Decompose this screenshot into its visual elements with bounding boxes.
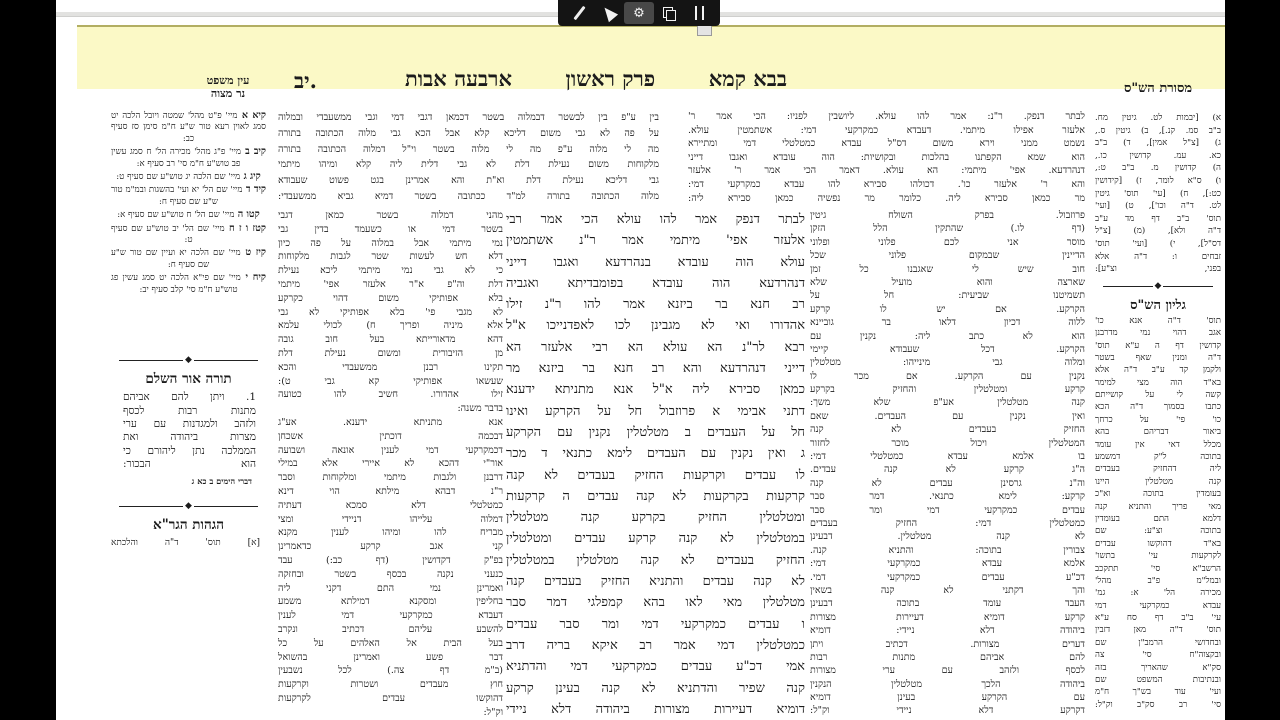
tosafot-line: דהא מדאורייתא בעל חוב גובה — [278, 334, 503, 346]
tosafot-line: מבריח להו ומיהו לענין מקנא — [278, 527, 503, 539]
gemara-line: רב חנא בר ביזנא אמר להו ר"נ זילו — [506, 297, 805, 313]
torah-or-source: דברי הימים ב כא ג — [191, 475, 252, 486]
masoret-line: כט:], ח) [עי' תוס' גיטין — [1095, 188, 1221, 199]
ein-mishpat-entry: קטו ה מיי' שם הל' ח טוש"ע שם סעיף א: — [117, 209, 260, 221]
gear-icon[interactable]: ⚙ — [624, 2, 654, 24]
gemara-line: אמי דכ"ע עבדים כמקרקעי דמי והדתניא — [506, 659, 805, 675]
rashi-line: מר כמאן סבירא ליה. כלומר מר נפשיה כמאן סבירא ליה: — [688, 192, 1085, 204]
gilyon-line: סק"א שהאריך בזה — [1095, 662, 1221, 673]
ein-mishpat-header-line1: עין משפט — [206, 74, 250, 87]
ein-mishpat-entry: קטז ו ז ח מיי' שם הל' יב טוש"ע שם סעיף ט: — [111, 222, 267, 246]
gilyon-line: ולקמן קד ע"ב ד"ה אלא — [1095, 365, 1221, 376]
gilyon-line: בתוכה ל"ק דמשמע — [1095, 452, 1221, 463]
rashi-line: דכ"ע עבדים כמקרקעי דמי. — [810, 571, 1085, 583]
tosafot-line: בין ע"פ בין לבשטר דבמלוה בשטר דכמאן דגבי דמי וגבי ממשעבדי ובמלוה — [278, 112, 659, 123]
right-margin-column — [1095, 112, 1221, 711]
gemara-line: מטלטלין מאי לאו בהא קמפלגי דמר סבר — [506, 595, 805, 611]
ein-mishpat-header — [188, 74, 268, 100]
rashi-line: וה"נ גרסינן עבדים לא קנה — [810, 477, 1085, 489]
gemara-line: רבא לר"נ הא עולא הא רבי אלעזר הא — [506, 339, 805, 355]
gilyon-line: קנה מטלטלין היינו — [1095, 476, 1221, 487]
gilyon-line: עבדא כמקרקעי דמי — [1095, 600, 1221, 611]
rashi-line: קרקע: לימא כתנאי. דמר סבר — [810, 491, 1085, 503]
tosafot-line: בעל הבית אל האלהים על כל — [278, 637, 503, 649]
gilyon-line: ד"ה ומנין שאף בשטר — [1095, 352, 1221, 363]
masoret-line: דס"ל], י) [ועי' תוס' — [1095, 238, 1221, 249]
gilyon-line: ובקצוה"ח סי' צה — [1095, 650, 1221, 661]
rashi-top-block — [688, 110, 1085, 206]
tosafot-line: ואמרינן נמי התם דקני ליה — [278, 582, 503, 594]
masoret-line: בפני, וצ"ע]: — [1095, 264, 1221, 275]
ein-mishpat-entry: קיג ג מיי' שם הלכה יג טוש"ע שם סעיף ט: — [116, 171, 261, 183]
ein-mishpat-entry: קיב ב מיי' פ"ג מהל' מכירה הל' ח סמג עשין פב טוש"ע ח"מ סי' רב סעיף א: — [111, 146, 266, 169]
masoret-hashas-header: מסורת הש"ס — [1123, 81, 1193, 96]
ornament-divider: ◆ — [119, 356, 258, 365]
ein-mishpat-header-line2: נר מצוה — [210, 87, 246, 100]
gilyon-line: דלמא התם בעומדין — [1095, 513, 1221, 524]
rashi-line: ביהודה דלא ניידי: דומיא — [810, 625, 1085, 637]
gemara-line: דנהרדעא הוה עובדא בפומבדיתא ואגביה — [506, 275, 805, 291]
gilyon-line: כו' פי' על כרחך — [1095, 414, 1221, 425]
ein-mishpat-entry: קיא א מיי' פ"ט מהל' שמטה ויובל הלכה יט סמג לאוין רעא טור ש"ע ח"מ סימן סז סעיף כב: — [111, 110, 266, 144]
gilyon-line: בא"ד דהוקשו עבדים — [1095, 538, 1221, 549]
gilyon-line: ליה דהחזיק בעבדים — [1095, 464, 1221, 475]
rashi-line: החזיק בעבדים לא קנה — [810, 424, 1085, 436]
gemara-column — [506, 209, 805, 720]
title-perek-name: ארבעה אבות — [405, 66, 512, 91]
gemara-line: קנה שפיר והדתניא לא קנה בעינן קרקע — [506, 680, 805, 696]
masoret-line: ה) קדושין מ. ב"ב ט:, — [1095, 163, 1221, 174]
tosafot-line: ר"נ דבהא מילתא הוי דינא — [278, 485, 503, 497]
tosafot-line: מה לי מלוה ע"פ מה לי מלוה בשטר וי"ל דמלוה הכתובה בתורה — [278, 143, 659, 155]
rashi-line: נשמט ממני וירא משום דס"ל עבדא כמטלטלי דמי ומתיירא — [688, 138, 1085, 150]
gemara-line: ג ואין נקנין עם העבדים לימא כתנאי ד מכר — [506, 446, 805, 462]
rashi-line: ומלוה גבי מינייהו: מטלטלין — [810, 357, 1085, 369]
rashi-line: כמטלטלין דמי: החזיק בעבדים — [810, 517, 1085, 529]
rashi-line: העבד עומד בתוכה דבעינן — [810, 598, 1085, 610]
masoret-line: ב"ב סמ. קנ.], ב) גיטין ס., — [1095, 125, 1221, 136]
tosafot-line: להשבע עליהם דכתיב ונקרב — [278, 623, 503, 635]
tosafot-line: גבי דליכא נעילת דלת וא"ת והא אמרינן בגט פשוט שעבודא — [278, 175, 659, 187]
gilyon-line: סי' רב סק"ב וק"ל: — [1095, 699, 1221, 710]
hagahot-gra-header: הגהות הגר"א — [153, 516, 224, 533]
rashi-line: הוא שמא הקפתנו בהלכות ובקושיות: הוה עובדא ואגבו דייני — [688, 151, 1085, 163]
left-margin-column — [111, 110, 266, 549]
gemara-line: חל על העבדים ב מטלטלין נקנין עם הקרקע — [506, 424, 805, 440]
torah-or-header: תורה אור השלם — [145, 371, 232, 388]
gilyon-line: ובחדושי הרמב"ן שם — [1095, 637, 1221, 648]
hagahot-line: [א] תוס' ד"ה והלכתא — [111, 537, 260, 548]
tosafot-top-block — [278, 110, 659, 206]
gemara-line: אהדורו ואי לא מגבינן לכו לאפדנייכו א"ל — [506, 318, 805, 334]
gemara-line: ו עבדים כמקרקעי דמי ומר סבר עבדים — [506, 616, 805, 632]
tosafot-line: על פה לא גבי משום דליכא קלא אבל הכא גבי מלוה הכתובה בתורה — [278, 127, 659, 139]
rashi-line: לכסף ולזהב עם ערי מצורות — [810, 665, 1085, 677]
ein-mishpat-entry: קיד ד מיי' שם הל' יא ועי' בהשגות ובמ"מ טור ש"ע שם סעיף ח: — [111, 184, 267, 207]
rashi-line: הדיינין שבמקום פלוני שכל — [810, 250, 1085, 262]
rashi-line: המטלטלין ויכול מוכר לחזור — [810, 437, 1085, 449]
hagahot-gra-text — [111, 537, 260, 549]
gilyon-line: ובמל"מ פ"ב מהל' — [1095, 575, 1221, 586]
verse-line: 1. ויתן להם אביהם — [123, 391, 256, 404]
page-title — [405, 66, 787, 92]
rashi-line: ה"ג קרקע לא קנה עבדים. — [810, 464, 1085, 476]
masoret-line: ד"ה ולא], (מ) [צ"ל — [1095, 226, 1221, 237]
gilyon-line: ביאור דבריהם בהא — [1095, 427, 1221, 438]
verse-line: ולזהב ולמגדנות עם ערי — [123, 417, 256, 430]
bars-icon[interactable] — [684, 2, 714, 24]
tosafot-line: דהוקשו עבדים לקרקעות — [278, 692, 503, 704]
gilyon-line: הרשב"א סי' תתקכב — [1095, 563, 1221, 574]
verse-line: מתנות רבות לכסף — [123, 404, 256, 417]
tosafot-line: מלקוחות משום נעילת דלת לא גבי דלית ליה קלא ומיהו מיתמי — [278, 159, 659, 171]
ein-mishpat-entries — [111, 110, 266, 296]
tosafot-line: שעשאו אפותיקי קא גבי ט): — [278, 375, 503, 387]
rashi-line: (דף לו.) שהתקין הלל הזקן — [810, 223, 1085, 235]
tosafot-line: נמי מיתמי אבל במלוה על פה כיון — [278, 237, 503, 249]
rashi-line: חוב שיש לי שאגבנו כל זמן — [810, 263, 1085, 275]
masoret-line: כא. עמ. קדושין כו., — [1095, 150, 1221, 161]
masoret-line: לט. ד"ה וכו'], ט) [ועי' — [1095, 201, 1221, 212]
gemara-line: ומטלטלין החזיק בקרקע קנה מטלטלין — [506, 510, 805, 526]
rashi-line: עבדים כמקרקעי דמי ומר סבר — [810, 504, 1085, 516]
rashi-line: עם הקרקע בעינן דומיא — [810, 692, 1085, 704]
masoret-line: ג) [צ"ל אמין], ד) ב"ב — [1095, 138, 1221, 149]
masoret-hashas-refs — [1095, 112, 1221, 276]
masoret-line: א) [יבמות לט. גיטין מח. — [1095, 113, 1221, 123]
rashi-line: דקרקע דלא ניידי וק"ל: — [810, 705, 1085, 717]
tosafot-line: בפ"ק דקדושין (דף כב:) עבד — [278, 554, 503, 566]
rashi-line: דערים מצורות. דכתיב ויתן — [810, 638, 1085, 650]
rashi-line: פרוזבול. בפרק השולח גיטין — [810, 210, 1085, 221]
tosafot-line: דלת וה"פ א"ר אלעזר אפי' מיתמי — [278, 278, 503, 290]
verse-line: הוא הבכור: — [123, 458, 256, 471]
pen-icon[interactable] — [564, 2, 594, 24]
rashi-line: קרקע ומטלטלין והחזיק בקרקע — [810, 384, 1085, 396]
masoret-line: ו) ס"א לומר, ז) [קידושין — [1095, 175, 1221, 186]
gilyon-line: לקרקעות עי' בתשו' — [1095, 551, 1221, 562]
gemara-line: לא קנה עבדים והתניא החזיק בעבדים קנה — [506, 574, 805, 590]
gemara-line: כמאן סבירא ליה א"ל אנא מתניתא ידענא — [506, 382, 805, 398]
gilyon-line: מכירה הל' א: גמ' — [1095, 588, 1221, 599]
gemara-line: קרקעות בקרקעות לא קנה עבדים ה קרקעות — [506, 488, 805, 504]
gemara-line: החזיק בעבדים לא קנה מטלטלין במטלטלין — [506, 552, 805, 568]
tosafot-line: חוץ מעבדים ושטרות וקרקעות — [278, 679, 503, 691]
gilyon-hashas-header: גליון הש"ס — [1130, 297, 1186, 313]
tosafot-column — [278, 209, 503, 720]
rashi-line: נקנין עם הקרקע. אם מכר לו — [810, 370, 1085, 382]
floating-toolbar — [558, 0, 720, 26]
tosafot-line: דכמקרקעי דמי לענין אונאה ושבועה — [278, 444, 503, 456]
ornament-divider: ◆ — [119, 502, 258, 511]
rashi-line: מוסר אני לכם פלוני ופלוני — [810, 236, 1085, 248]
gilyon-line: מכלל דאי אין עומד — [1095, 439, 1221, 450]
rashi-line: ואין נקנין עם העבדים. שאם — [810, 410, 1085, 422]
tosafot-line: (ב"מ דף צה.) לכל נשבעין — [278, 665, 503, 677]
tosafot-line: זילו אהדורו. חשיב להו כטועה — [278, 389, 503, 401]
rashi-column — [810, 209, 1085, 720]
tosafot-line: בחליפין ומסקנא דמילתא משמע — [278, 596, 503, 608]
tosafot-line: כנעני נקנה בכסף בשטר ובחזקה — [278, 568, 503, 580]
gemara-line: כמטלטלין דמי אמר רב איקא בריה דרב — [506, 637, 805, 653]
rashi-line: תשמיטנו שביעית: חל על — [810, 290, 1085, 302]
rashi-line: אלעזר אפילו מיתמי. דעבדא כמקרקעי דמי: אשתמטין עולא. — [688, 124, 1085, 136]
gilyon-line: עי' ב"ב דף סח ע"א — [1095, 613, 1221, 624]
rashi-line: לא קנה מטלטלין. דבעינן — [810, 531, 1085, 543]
gemara-line: עולא הוה עובדא בנהרדעא ואגבו דייני — [506, 254, 805, 270]
gilyon-line: כתבו בסמוך ד"ה הכא — [1095, 402, 1221, 413]
gemara-line: דומיא דעיירות מצורות ביהודה דלא ניידי — [506, 701, 805, 717]
ein-mishpat-entry: קיז ט מיי' שם הלכה יא ועיין שם טור ש"ע שם סעיף ח: — [111, 247, 266, 270]
gemara-line: דתני אבימי א פרוזבול חל על הקרקע ואינו — [506, 403, 805, 419]
tosafot-line: בשטר דמי או כשעמד בדין גבי — [278, 223, 503, 235]
gilyon-line: ובנתיבות המשפט שם — [1095, 675, 1221, 686]
pages-icon[interactable] — [654, 2, 684, 24]
tosafot-line: בלא אפותיקי משום דהוי כקרקע — [278, 292, 503, 304]
gemara-line: במטלטלין לא קנה קרקע עבדים ומטלטלין — [506, 531, 805, 547]
gemara-line: דייני דנהרדעא והא רב חנא בר ביזנא מר — [506, 361, 805, 377]
masoret-line: זבחים ו: ד"ה אלא — [1095, 251, 1221, 262]
tosafot-line: לא מגבי פי' בלא אפותיקי לא גבי — [278, 306, 503, 318]
ornament-divider: ◆ — [1103, 282, 1213, 291]
verse-line: הממלכה נתן ליהורם כי — [123, 444, 256, 457]
title-masechet: בבא קמא — [708, 66, 787, 91]
rashi-line: בו אלמא עבדא כמטלטלי דמי: — [810, 451, 1085, 463]
tosafot-line: דבר פשע ואמרינן בהשואל — [278, 651, 503, 663]
rashi-line: קרקע דומיא דעיירות מצורות — [810, 611, 1085, 623]
tosafot-line: וק"ל: — [483, 706, 503, 718]
tosafot-line: תקינו רבנן ממשעבדי והכא — [278, 361, 503, 373]
verse-line: מצרות ביהודה ואת — [123, 431, 256, 444]
rashi-line: הקרקע. אם יש לו קרקע — [810, 303, 1085, 315]
rashi-line: להם אביהם מתנות רבות — [810, 651, 1085, 663]
gilyon-hashas-text — [1095, 315, 1221, 712]
tosafot-line: דמלוה עלייהו דניידי ומצי — [278, 513, 503, 525]
tosafot-line: אלא מיניה ופריך ח) לכולי עלמא — [278, 320, 503, 332]
gilyon-line: בא"ד הוה מצי למימר — [1095, 377, 1221, 388]
tosafot-line: מהני דמלוה בשטר כמאן דגבי — [278, 210, 503, 221]
rashi-line: הקרקע. דכל שעבודא קיימי — [810, 343, 1085, 355]
torah-or-verse — [123, 391, 256, 471]
masoret-line: תוס' ב"ב דף מד ע"ב — [1095, 213, 1221, 224]
tosafot-line: אנא מתניתא ידענא. אע"ג — [278, 416, 503, 428]
rashi-line: שארצה והוא מועיל שלא — [810, 276, 1085, 288]
tosafot-line: כי לא גבי נמי מיתמי ליכא נעילת — [278, 265, 503, 277]
tosafot-line: קני אגב קרקע כדאמרינן — [278, 541, 503, 553]
gemara-line: לבתר דנפק אמר להו עולא הכי אמר רבי — [506, 212, 805, 227]
cursor-icon[interactable] — [594, 2, 624, 24]
rashi-line: ביהודה הלכך מטלטלין הנקנין — [810, 678, 1085, 690]
tosafot-line: דבכמה דוכתין אשכחן — [278, 430, 503, 442]
ein-mishpat-entry: קיח י מיי' שם פי"א הלכה יט סמג עשין פג טוש"ע ח"מ סי' קלב סעיף יב: — [111, 272, 266, 295]
gilyon-line: תוס' ד"ה אנא כו' — [1095, 315, 1221, 326]
tosafot-line: בדבר משנה: — [457, 403, 503, 415]
tosafot-line: דלא חש לעשות שטר לגבות מלקוחות — [278, 251, 503, 263]
rashi-line: צבורין בתוכה: והתניא קנה. — [810, 544, 1085, 556]
rashi-line: דנהרדעא. אפי' מיתמי: הא עולא. דאמר הכי אמר ר' אלעזר — [688, 165, 1085, 177]
gilyon-line: אגב דהוי נמי מדרבנן — [1095, 328, 1221, 339]
tosafot-line: מן הזיבורית ומשום נעילת דלת — [278, 347, 503, 359]
gilyon-line: מאי פריך והתניא קנה — [1095, 501, 1221, 512]
rashi-line: והא ר' אלעזר כו'. דכולהו סבירא להו עבדא כמקרקעי דמי: — [688, 178, 1085, 190]
gemara-line: לו עבדים וקרקעות החזיק בעבדים לא קנה — [506, 467, 805, 483]
tosafot-line: דעבדא כמקרקעי דמי לענין — [278, 610, 503, 622]
rashi-line: ללוה דכיון דלאו בר גוביינא — [810, 317, 1085, 329]
tosafot-line: דרבנן ולגבות מיתמי ומלקוחות וסבר — [278, 472, 503, 484]
tosafot-line: כמטלטלי דלא סמכא דעתיה — [278, 499, 503, 511]
rashi-line: והך דקתני לא קנה בשאין — [810, 584, 1085, 596]
rashi-line: הוא לא כתב ליה: נקנין עם — [810, 330, 1085, 342]
gilyon-line: בתוכה וצ"ע: שם — [1095, 526, 1221, 537]
rashi-line: לבתר דנפק. ר"נ: אמר להו עולא. ליושבין לפניו: הכי אמר ר' — [688, 111, 1085, 122]
tosafot-line: מלוה הכתובה בתורה למ"ד ככתובה בשטר דמיא גביא ממשעבדי: — [278, 190, 659, 202]
title-perek-number: פרק ראשון — [565, 66, 656, 91]
gilyon-line: קשה לי על קושייתם — [1095, 390, 1221, 401]
gilyon-line: בעומדין בתוכה וא"כ — [1095, 489, 1221, 500]
tosafot-line: אור"י דהכא לא איירי אלא במילי — [278, 458, 503, 470]
rashi-line: קנה מטלטלין אע"פ שלא משך: — [810, 397, 1085, 409]
gilyon-line: תוס' ד"ה מאן דזבין — [1095, 625, 1221, 636]
gilyon-line: קדושין דף ה ע"א תוס' — [1095, 340, 1221, 351]
rashi-line: אלמא עבדא כמקרקעי דמי: — [810, 558, 1085, 570]
daf-number: יב. — [294, 68, 317, 93]
gemara-line: אלעזר אפי' מיתמי אמר ר"נ אשתמטין — [506, 233, 805, 249]
gilyon-line: ועי' עוד בש"ך ח"מ — [1095, 687, 1221, 698]
talmud-page — [56, 0, 1225, 720]
